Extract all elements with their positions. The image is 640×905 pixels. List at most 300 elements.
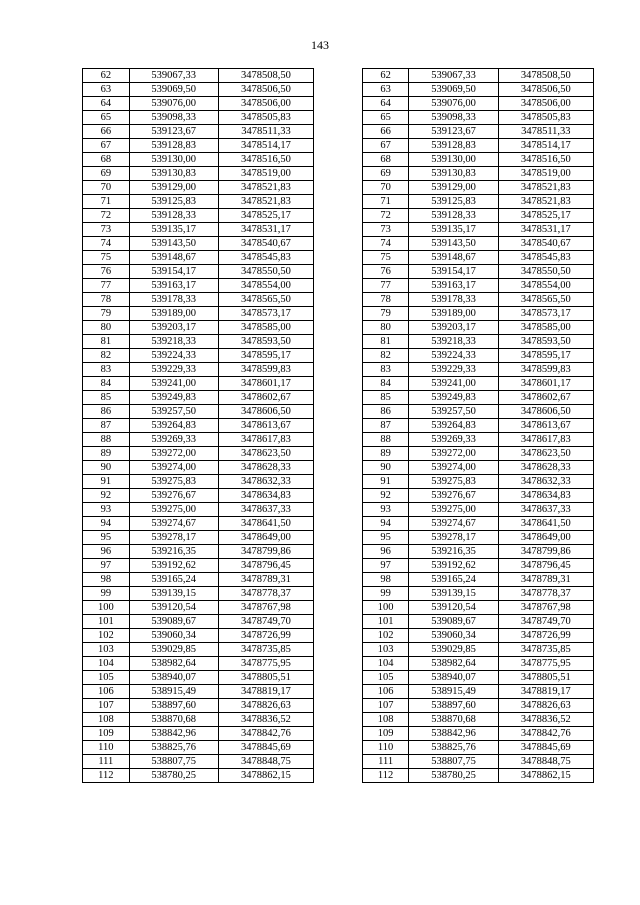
right-y-coordinate-cell: 3478519,00 — [498, 167, 593, 181]
right-y-coordinate-cell: 3478599,83 — [498, 363, 593, 377]
left-point-number-cell: 77 — [83, 279, 130, 293]
right-x-coordinate-cell: 539249,83 — [409, 391, 498, 405]
table-row — [83, 97, 594, 111]
right-y-coordinate-cell: 3478573,17 — [498, 307, 593, 321]
table-row — [83, 419, 594, 433]
right-point-number-cell: 79 — [362, 307, 409, 321]
right-x-coordinate-cell: 539269,33 — [409, 433, 498, 447]
column-gap — [314, 181, 363, 195]
right-x-coordinate-cell: 539218,33 — [409, 335, 498, 349]
right-point-number-cell: 82 — [362, 349, 409, 363]
right-point-number-cell: 65 — [362, 111, 409, 125]
left-y-coordinate-cell: 3478521,83 — [218, 181, 313, 195]
left-point-number-cell: 64 — [83, 97, 130, 111]
left-point-number-cell: 81 — [83, 335, 130, 349]
table-row — [83, 125, 594, 139]
right-x-coordinate-cell: 539275,00 — [409, 503, 498, 517]
left-point-number-cell: 103 — [83, 643, 130, 657]
left-point-number-cell: 66 — [83, 125, 130, 139]
left-x-coordinate-cell: 539229,33 — [129, 363, 218, 377]
right-y-coordinate-cell: 3478550,50 — [498, 265, 593, 279]
column-gap — [314, 209, 363, 223]
column-gap — [314, 265, 363, 279]
right-y-coordinate-cell: 3478606,50 — [498, 405, 593, 419]
left-x-coordinate-cell: 539143,50 — [129, 237, 218, 251]
right-x-coordinate-cell: 539069,50 — [409, 83, 498, 97]
left-point-number-cell: 89 — [83, 447, 130, 461]
left-y-coordinate-cell: 3478508,50 — [218, 69, 313, 83]
right-y-coordinate-cell: 3478819,17 — [498, 685, 593, 699]
table-row — [83, 755, 594, 769]
left-y-coordinate-cell: 3478848,75 — [218, 755, 313, 769]
column-gap — [314, 125, 363, 139]
left-x-coordinate-cell: 538982,64 — [129, 657, 218, 671]
left-x-coordinate-cell: 539139,15 — [129, 587, 218, 601]
table-row — [83, 111, 594, 125]
left-x-coordinate-cell: 538915,49 — [129, 685, 218, 699]
column-gap — [314, 251, 363, 265]
left-y-coordinate-cell: 3478617,83 — [218, 433, 313, 447]
right-y-coordinate-cell: 3478623,50 — [498, 447, 593, 461]
column-gap — [314, 69, 363, 83]
right-point-number-cell: 110 — [362, 741, 409, 755]
left-y-coordinate-cell: 3478506,50 — [218, 83, 313, 97]
right-x-coordinate-cell: 538842,96 — [409, 727, 498, 741]
column-gap — [314, 685, 363, 699]
table-row — [83, 209, 594, 223]
column-gap — [314, 97, 363, 111]
right-x-coordinate-cell: 539060,34 — [409, 629, 498, 643]
page-number: 143 — [311, 38, 329, 52]
table-row — [83, 279, 594, 293]
left-point-number-cell: 75 — [83, 251, 130, 265]
column-gap — [314, 545, 363, 559]
left-y-coordinate-cell: 3478632,33 — [218, 475, 313, 489]
table-row — [83, 321, 594, 335]
table-row — [83, 657, 594, 671]
column-gap — [314, 559, 363, 573]
right-y-coordinate-cell: 3478601,17 — [498, 377, 593, 391]
table-row — [83, 503, 594, 517]
right-x-coordinate-cell: 539143,50 — [409, 237, 498, 251]
right-x-coordinate-cell: 539139,15 — [409, 587, 498, 601]
left-x-coordinate-cell: 539241,00 — [129, 377, 218, 391]
right-x-coordinate-cell: 539135,17 — [409, 223, 498, 237]
left-x-coordinate-cell: 539128,33 — [129, 209, 218, 223]
right-y-coordinate-cell: 3478508,50 — [498, 69, 593, 83]
right-y-coordinate-cell: 3478799,86 — [498, 545, 593, 559]
column-gap — [314, 489, 363, 503]
right-point-number-cell: 95 — [362, 531, 409, 545]
right-point-number-cell: 89 — [362, 447, 409, 461]
left-point-number-cell: 86 — [83, 405, 130, 419]
left-point-number-cell: 76 — [83, 265, 130, 279]
right-y-coordinate-cell: 3478565,50 — [498, 293, 593, 307]
left-point-number-cell: 105 — [83, 671, 130, 685]
right-x-coordinate-cell: 539128,83 — [409, 139, 498, 153]
left-point-number-cell: 104 — [83, 657, 130, 671]
left-y-coordinate-cell: 3478637,33 — [218, 503, 313, 517]
left-x-coordinate-cell: 539120,54 — [129, 601, 218, 615]
table-row — [83, 447, 594, 461]
left-point-number-cell: 112 — [83, 769, 130, 783]
column-gap — [314, 671, 363, 685]
column-gap — [314, 615, 363, 629]
column-gap — [314, 601, 363, 615]
right-y-coordinate-cell: 3478514,17 — [498, 139, 593, 153]
column-gap — [314, 503, 363, 517]
column-gap — [314, 139, 363, 153]
left-y-coordinate-cell: 3478628,33 — [218, 461, 313, 475]
left-x-coordinate-cell: 538780,25 — [129, 769, 218, 783]
left-x-coordinate-cell: 539249,83 — [129, 391, 218, 405]
right-y-coordinate-cell: 3478842,76 — [498, 727, 593, 741]
right-point-number-cell: 69 — [362, 167, 409, 181]
table-row — [83, 391, 594, 405]
table-row — [83, 293, 594, 307]
left-y-coordinate-cell: 3478726,99 — [218, 629, 313, 643]
right-point-number-cell: 81 — [362, 335, 409, 349]
left-y-coordinate-cell: 3478649,00 — [218, 531, 313, 545]
right-x-coordinate-cell: 539272,00 — [409, 447, 498, 461]
left-y-coordinate-cell: 3478641,50 — [218, 517, 313, 531]
column-gap — [314, 377, 363, 391]
left-y-coordinate-cell: 3478836,52 — [218, 713, 313, 727]
column-gap — [314, 461, 363, 475]
right-x-coordinate-cell: 538915,49 — [409, 685, 498, 699]
right-y-coordinate-cell: 3478554,00 — [498, 279, 593, 293]
left-x-coordinate-cell: 539069,50 — [129, 83, 218, 97]
right-x-coordinate-cell: 539278,17 — [409, 531, 498, 545]
right-x-coordinate-cell: 539189,00 — [409, 307, 498, 321]
left-point-number-cell: 83 — [83, 363, 130, 377]
right-y-coordinate-cell: 3478836,52 — [498, 713, 593, 727]
left-y-coordinate-cell: 3478531,17 — [218, 223, 313, 237]
right-y-coordinate-cell: 3478641,50 — [498, 517, 593, 531]
left-point-number-cell: 87 — [83, 419, 130, 433]
left-x-coordinate-cell: 539130,83 — [129, 167, 218, 181]
coordinates-table-body — [83, 69, 594, 783]
column-gap — [314, 363, 363, 377]
table-row — [83, 377, 594, 391]
left-point-number-cell: 91 — [83, 475, 130, 489]
column-gap — [314, 713, 363, 727]
left-y-coordinate-cell: 3478573,17 — [218, 307, 313, 321]
column-gap — [314, 587, 363, 601]
table-row — [83, 629, 594, 643]
left-y-coordinate-cell: 3478634,83 — [218, 489, 313, 503]
left-y-coordinate-cell: 3478778,37 — [218, 587, 313, 601]
table-row — [83, 363, 594, 377]
table-row — [83, 83, 594, 97]
left-x-coordinate-cell: 539130,00 — [129, 153, 218, 167]
right-point-number-cell: 94 — [362, 517, 409, 531]
left-point-number-cell: 82 — [83, 349, 130, 363]
right-point-number-cell: 66 — [362, 125, 409, 139]
left-x-coordinate-cell: 539203,17 — [129, 321, 218, 335]
left-y-coordinate-cell: 3478602,67 — [218, 391, 313, 405]
right-point-number-cell: 103 — [362, 643, 409, 657]
left-y-coordinate-cell: 3478845,69 — [218, 741, 313, 755]
column-gap — [314, 279, 363, 293]
right-x-coordinate-cell: 539165,24 — [409, 573, 498, 587]
left-point-number-cell: 106 — [83, 685, 130, 699]
table-row — [83, 727, 594, 741]
left-x-coordinate-cell: 539278,17 — [129, 531, 218, 545]
left-x-coordinate-cell: 539276,67 — [129, 489, 218, 503]
table-row — [83, 699, 594, 713]
left-x-coordinate-cell: 539135,17 — [129, 223, 218, 237]
column-gap — [314, 769, 363, 783]
right-x-coordinate-cell: 539076,00 — [409, 97, 498, 111]
right-point-number-cell: 73 — [362, 223, 409, 237]
right-point-number-cell: 76 — [362, 265, 409, 279]
left-y-coordinate-cell: 3478585,00 — [218, 321, 313, 335]
right-y-coordinate-cell: 3478726,99 — [498, 629, 593, 643]
right-y-coordinate-cell: 3478628,33 — [498, 461, 593, 475]
right-x-coordinate-cell: 539274,00 — [409, 461, 498, 475]
left-point-number-cell: 79 — [83, 307, 130, 321]
left-x-coordinate-cell: 539275,83 — [129, 475, 218, 489]
right-point-number-cell: 75 — [362, 251, 409, 265]
right-y-coordinate-cell: 3478735,85 — [498, 643, 593, 657]
table-row — [83, 531, 594, 545]
right-y-coordinate-cell: 3478805,51 — [498, 671, 593, 685]
left-x-coordinate-cell: 539098,33 — [129, 111, 218, 125]
table-row — [83, 153, 594, 167]
right-y-coordinate-cell: 3478796,45 — [498, 559, 593, 573]
left-point-number-cell: 110 — [83, 741, 130, 755]
column-gap — [314, 391, 363, 405]
right-y-coordinate-cell: 3478516,50 — [498, 153, 593, 167]
table-row — [83, 69, 594, 83]
column-gap — [314, 153, 363, 167]
table-row — [83, 601, 594, 615]
right-x-coordinate-cell: 539178,33 — [409, 293, 498, 307]
right-y-coordinate-cell: 3478506,50 — [498, 83, 593, 97]
right-y-coordinate-cell: 3478617,83 — [498, 433, 593, 447]
right-x-coordinate-cell: 539192,62 — [409, 559, 498, 573]
left-x-coordinate-cell: 539123,67 — [129, 125, 218, 139]
right-x-coordinate-cell: 538897,60 — [409, 699, 498, 713]
right-point-number-cell: 104 — [362, 657, 409, 671]
right-x-coordinate-cell: 538982,64 — [409, 657, 498, 671]
column-gap — [314, 755, 363, 769]
left-point-number-cell: 69 — [83, 167, 130, 181]
right-point-number-cell: 100 — [362, 601, 409, 615]
left-point-number-cell: 102 — [83, 629, 130, 643]
right-x-coordinate-cell: 539029,85 — [409, 643, 498, 657]
column-gap — [314, 167, 363, 181]
right-y-coordinate-cell: 3478521,83 — [498, 181, 593, 195]
left-x-coordinate-cell: 539067,33 — [129, 69, 218, 83]
left-y-coordinate-cell: 3478799,86 — [218, 545, 313, 559]
left-y-coordinate-cell: 3478613,67 — [218, 419, 313, 433]
column-gap — [314, 335, 363, 349]
left-y-coordinate-cell: 3478735,85 — [218, 643, 313, 657]
column-gap — [314, 531, 363, 545]
table-row — [83, 671, 594, 685]
column-gap — [314, 741, 363, 755]
left-x-coordinate-cell: 538940,07 — [129, 671, 218, 685]
left-point-number-cell: 97 — [83, 559, 130, 573]
right-x-coordinate-cell: 538870,68 — [409, 713, 498, 727]
column-gap — [314, 307, 363, 321]
left-y-coordinate-cell: 3478525,17 — [218, 209, 313, 223]
left-y-coordinate-cell: 3478516,50 — [218, 153, 313, 167]
left-y-coordinate-cell: 3478805,51 — [218, 671, 313, 685]
right-point-number-cell: 83 — [362, 363, 409, 377]
table-row — [83, 433, 594, 447]
left-y-coordinate-cell: 3478775,95 — [218, 657, 313, 671]
table-row — [83, 615, 594, 629]
left-x-coordinate-cell: 539224,33 — [129, 349, 218, 363]
left-x-coordinate-cell: 539148,67 — [129, 251, 218, 265]
right-point-number-cell: 85 — [362, 391, 409, 405]
right-y-coordinate-cell: 3478634,83 — [498, 489, 593, 503]
left-point-number-cell: 85 — [83, 391, 130, 405]
left-y-coordinate-cell: 3478540,67 — [218, 237, 313, 251]
table-row — [83, 489, 594, 503]
right-point-number-cell: 86 — [362, 405, 409, 419]
right-x-coordinate-cell: 539275,83 — [409, 475, 498, 489]
right-y-coordinate-cell: 3478613,67 — [498, 419, 593, 433]
column-gap — [314, 349, 363, 363]
left-x-coordinate-cell: 539163,17 — [129, 279, 218, 293]
left-point-number-cell: 108 — [83, 713, 130, 727]
column-gap — [314, 727, 363, 741]
right-x-coordinate-cell: 539216,35 — [409, 545, 498, 559]
right-y-coordinate-cell: 3478649,00 — [498, 531, 593, 545]
left-x-coordinate-cell: 539274,67 — [129, 517, 218, 531]
right-point-number-cell: 67 — [362, 139, 409, 153]
left-x-coordinate-cell: 539165,24 — [129, 573, 218, 587]
table-row — [83, 195, 594, 209]
right-x-coordinate-cell: 539274,67 — [409, 517, 498, 531]
right-y-coordinate-cell: 3478637,33 — [498, 503, 593, 517]
right-y-coordinate-cell: 3478749,70 — [498, 615, 593, 629]
right-y-coordinate-cell: 3478845,69 — [498, 741, 593, 755]
right-x-coordinate-cell: 539125,83 — [409, 195, 498, 209]
left-y-coordinate-cell: 3478505,83 — [218, 111, 313, 125]
table-row — [83, 251, 594, 265]
left-point-number-cell: 63 — [83, 83, 130, 97]
left-x-coordinate-cell: 539189,00 — [129, 307, 218, 321]
right-x-coordinate-cell: 539123,67 — [409, 125, 498, 139]
right-x-coordinate-cell: 539154,17 — [409, 265, 498, 279]
right-point-number-cell: 91 — [362, 475, 409, 489]
right-point-number-cell: 68 — [362, 153, 409, 167]
left-y-coordinate-cell: 3478606,50 — [218, 405, 313, 419]
table-row — [83, 545, 594, 559]
left-point-number-cell: 90 — [83, 461, 130, 475]
right-x-coordinate-cell: 539241,00 — [409, 377, 498, 391]
left-y-coordinate-cell: 3478862,15 — [218, 769, 313, 783]
left-y-coordinate-cell: 3478842,76 — [218, 727, 313, 741]
table-row — [83, 181, 594, 195]
right-y-coordinate-cell: 3478545,83 — [498, 251, 593, 265]
table-row — [83, 573, 594, 587]
left-point-number-cell: 78 — [83, 293, 130, 307]
left-y-coordinate-cell: 3478601,17 — [218, 377, 313, 391]
left-y-coordinate-cell: 3478819,17 — [218, 685, 313, 699]
right-y-coordinate-cell: 3478595,17 — [498, 349, 593, 363]
right-x-coordinate-cell: 539224,33 — [409, 349, 498, 363]
table-row — [83, 405, 594, 419]
left-y-coordinate-cell: 3478545,83 — [218, 251, 313, 265]
column-gap — [314, 419, 363, 433]
right-y-coordinate-cell: 3478767,98 — [498, 601, 593, 615]
left-x-coordinate-cell: 539274,00 — [129, 461, 218, 475]
right-y-coordinate-cell: 3478521,83 — [498, 195, 593, 209]
left-x-coordinate-cell: 539178,33 — [129, 293, 218, 307]
left-y-coordinate-cell: 3478593,50 — [218, 335, 313, 349]
table-row — [83, 335, 594, 349]
right-point-number-cell: 84 — [362, 377, 409, 391]
table-row — [83, 237, 594, 251]
left-x-coordinate-cell: 539264,83 — [129, 419, 218, 433]
right-y-coordinate-cell: 3478585,00 — [498, 321, 593, 335]
left-x-coordinate-cell: 539257,50 — [129, 405, 218, 419]
right-x-coordinate-cell: 539163,17 — [409, 279, 498, 293]
right-point-number-cell: 90 — [362, 461, 409, 475]
left-x-coordinate-cell: 539218,33 — [129, 335, 218, 349]
right-point-number-cell: 87 — [362, 419, 409, 433]
left-point-number-cell: 74 — [83, 237, 130, 251]
left-point-number-cell: 92 — [83, 489, 130, 503]
left-x-coordinate-cell: 539060,34 — [129, 629, 218, 643]
right-x-coordinate-cell: 539067,33 — [409, 69, 498, 83]
left-x-coordinate-cell: 539269,33 — [129, 433, 218, 447]
coordinates-table — [82, 68, 594, 783]
left-point-number-cell: 111 — [83, 755, 130, 769]
table-row — [83, 265, 594, 279]
right-point-number-cell: 107 — [362, 699, 409, 713]
left-point-number-cell: 71 — [83, 195, 130, 209]
left-y-coordinate-cell: 3478550,50 — [218, 265, 313, 279]
right-point-number-cell: 97 — [362, 559, 409, 573]
left-x-coordinate-cell: 538825,76 — [129, 741, 218, 755]
table-row — [83, 769, 594, 783]
right-y-coordinate-cell: 3478525,17 — [498, 209, 593, 223]
left-x-coordinate-cell: 539029,85 — [129, 643, 218, 657]
left-x-coordinate-cell: 539272,00 — [129, 447, 218, 461]
table-row — [83, 461, 594, 475]
column-gap — [314, 657, 363, 671]
left-y-coordinate-cell: 3478599,83 — [218, 363, 313, 377]
column-gap — [314, 629, 363, 643]
right-y-coordinate-cell: 3478775,95 — [498, 657, 593, 671]
left-x-coordinate-cell: 539216,35 — [129, 545, 218, 559]
left-x-coordinate-cell: 539125,83 — [129, 195, 218, 209]
right-point-number-cell: 74 — [362, 237, 409, 251]
right-y-coordinate-cell: 3478632,33 — [498, 475, 593, 489]
right-x-coordinate-cell: 538807,75 — [409, 755, 498, 769]
right-y-coordinate-cell: 3478593,50 — [498, 335, 593, 349]
left-y-coordinate-cell: 3478521,83 — [218, 195, 313, 209]
left-point-number-cell: 65 — [83, 111, 130, 125]
right-y-coordinate-cell: 3478602,67 — [498, 391, 593, 405]
right-point-number-cell: 62 — [362, 69, 409, 83]
left-y-coordinate-cell: 3478767,98 — [218, 601, 313, 615]
left-x-coordinate-cell: 539192,62 — [129, 559, 218, 573]
right-y-coordinate-cell: 3478540,67 — [498, 237, 593, 251]
left-point-number-cell: 73 — [83, 223, 130, 237]
right-point-number-cell: 109 — [362, 727, 409, 741]
left-y-coordinate-cell: 3478511,33 — [218, 125, 313, 139]
column-gap — [314, 573, 363, 587]
table-row — [83, 307, 594, 321]
